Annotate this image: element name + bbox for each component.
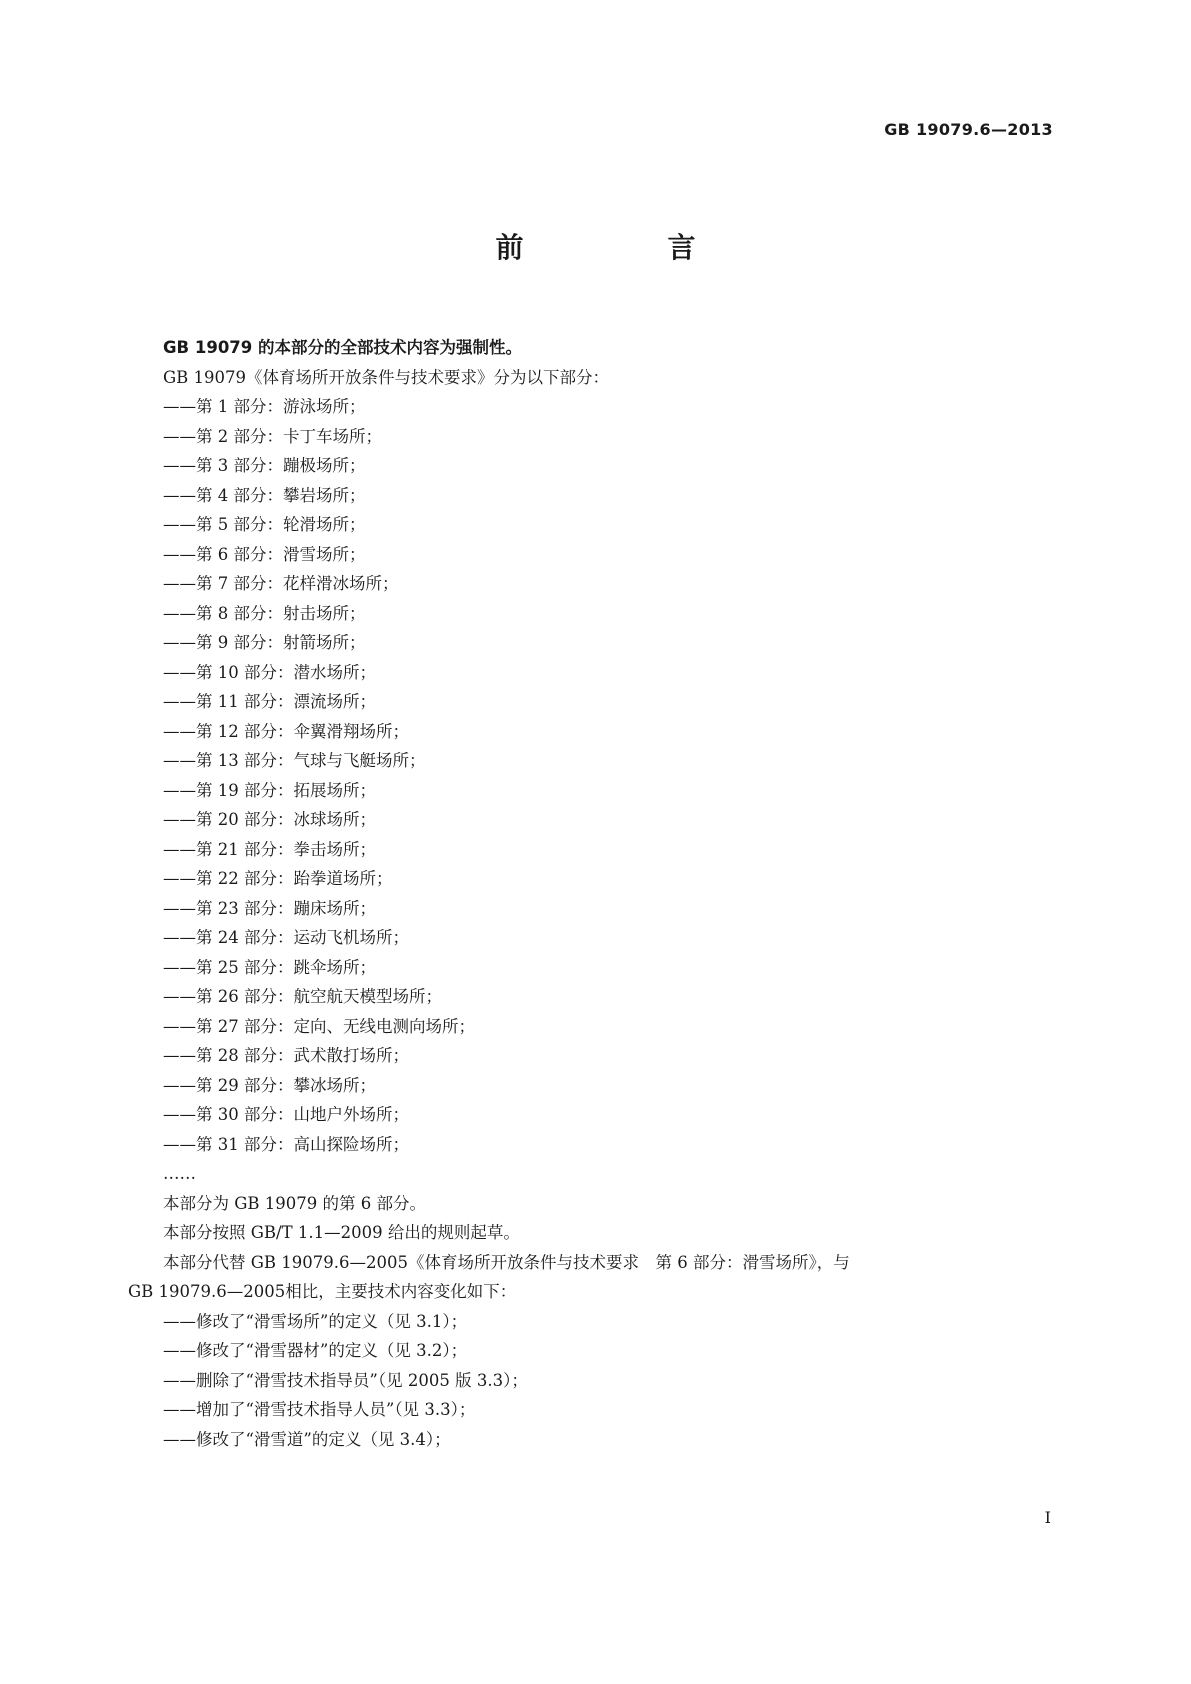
list-item: ——第 26 部分：航空航天模型场所；: [163, 987, 442, 1006]
list-item: ——第 30 部分：山地户外场所；: [163, 1105, 409, 1124]
list-item: ——删除了“滑雪技术指导员”（见 2005 版 3.3）；: [163, 1370, 528, 1390]
list-item: ——修改了“滑雪道”的定义（见 3.4）；: [163, 1429, 451, 1449]
replaces-statement-line-2: GB 19079.6—2005相比，主要技术内容变化如下：: [128, 1282, 517, 1301]
foreword-body: [128, 333, 1058, 1454]
list-item: ——第 28 部分：武术散打场所；: [163, 1046, 409, 1065]
list-item: ——第 19 部分：拓展场所；: [163, 780, 376, 800]
this-part-statement: 本部分为 GB 19079 的第 6 部分。: [163, 1193, 427, 1213]
drafting-statement: 本部分按照 GB/T 1.1—2009 给出的规则起草。: [163, 1223, 520, 1242]
list-item: ——增加了“滑雪技术指导人员”（见 3.3）；: [163, 1400, 476, 1419]
list-item: ——第 7 部分：花样滑冰场所；: [163, 574, 399, 593]
list-item: ——第 10 部分：潜水场所；: [163, 662, 376, 682]
list-item: ——第 5 部分：轮滑场所；: [163, 515, 366, 534]
list-item: ——第 11 部分：漂流场所；: [163, 692, 376, 711]
list-item: ——第 24 部分：运动飞机场所；: [163, 928, 409, 947]
list-item: ——修改了“滑雪场所”的定义（见 3.1）；: [163, 1311, 468, 1331]
list-item: ——第 31 部分：高山探险场所；: [163, 1134, 409, 1154]
ellipsis: ……: [163, 1164, 196, 1183]
list-item: ——第 12 部分：伞翼滑翔场所；: [163, 721, 409, 741]
list-item: ——第 8 部分：射击场所；: [163, 603, 366, 623]
standard-code: GB 19079.6—2013: [884, 120, 1053, 139]
replaces-statement-line-1: 本部分代替 GB 19079.6—2005《体育场所开放条件与技术要求 第 6 部分：滑雪场所》，与: [163, 1252, 850, 1272]
parts-list: [128, 392, 1058, 1159]
list-item: ——第 27 部分：定向、无线电测向场所；: [163, 1016, 475, 1036]
list-item: ——第 9 部分：射箭场所；: [163, 633, 366, 652]
list-item: ——第 3 部分：蹦极场所；: [163, 456, 366, 475]
list-item: ——第 2 部分：卡丁车场所；: [163, 426, 382, 446]
page-number: I: [1044, 1508, 1051, 1527]
list-item: ——第 6 部分：滑雪场所；: [163, 544, 366, 564]
mandatory-statement: GB 19079 的本部分的全部技术内容为强制性。: [163, 338, 523, 357]
list-item: ——第 23 部分：蹦床场所；: [163, 898, 376, 918]
page-title: 前 言: [495, 231, 754, 264]
list-item: ——修改了“滑雪器材”的定义（见 3.2）；: [163, 1341, 468, 1360]
list-item: ——第 21 部分：拳击场所；: [163, 839, 376, 859]
list-item: ——第 4 部分：攀岩场所；: [163, 485, 366, 505]
changes-list: [128, 1307, 1058, 1455]
list-item: ——第 13 部分：气球与飞艇场所；: [163, 751, 426, 770]
list-item: ——第 25 部分：跳伞场所；: [163, 957, 376, 977]
list-item: ——第 1 部分：游泳场所；: [163, 397, 366, 416]
list-item: ——第 20 部分：冰球场所；: [163, 810, 376, 829]
list-item: ——第 22 部分：跆拳道场所；: [163, 869, 393, 888]
list-item: ——第 29 部分：攀冰场所；: [163, 1075, 376, 1095]
parts-intro: GB 19079《体育场所开放条件与技术要求》分为以下部分：: [163, 367, 610, 387]
